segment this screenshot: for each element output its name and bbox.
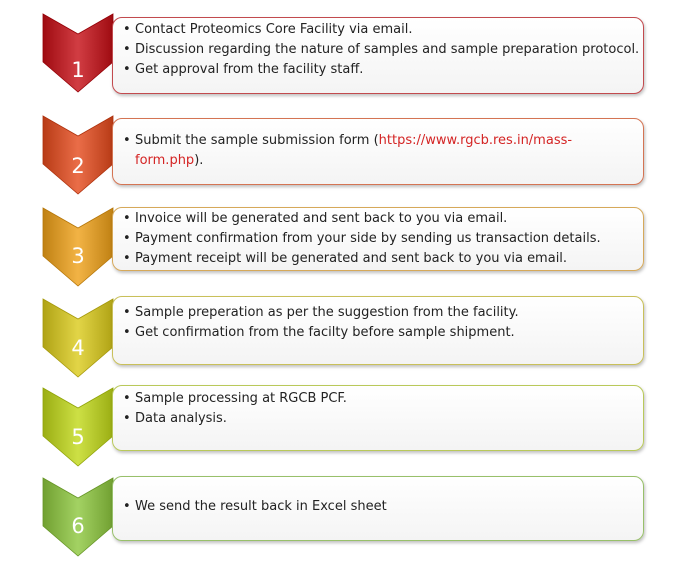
step-3-item: • Invoice will be generated and sent back to you via email.	[123, 209, 635, 229]
step-3-box	[112, 207, 644, 271]
step-3-number: 3	[71, 244, 85, 268]
step-6-number: 6	[71, 514, 85, 538]
step-3-item: • Payment receipt will be generated and sent back to you via email.	[123, 249, 635, 269]
step-4-item: • Get confirmation from the facilty before sample shipment.	[123, 323, 635, 343]
step-6-item: • We send the result back in Excel sheet	[123, 497, 635, 517]
step-2-item	[123, 131, 635, 171]
step-5-box	[112, 385, 644, 451]
step-4-box	[112, 296, 644, 365]
step-5-item: • Sample processing at RGCB PCF.	[123, 389, 635, 409]
step-1-item: • Get approval from the facility staff.	[123, 60, 635, 80]
mass-form-link[interactable]: https://www.rgcb.res.in/mass-	[378, 133, 573, 148]
step-4-number: 4	[71, 336, 85, 360]
step-1-item: • Contact Proteomics Core Facility via email.	[123, 20, 635, 40]
step-1-number: 1	[71, 58, 85, 82]
step-1-item: • Discussion regarding the nature of samples and sample preparation protocol.	[123, 40, 635, 60]
step-3-item: • Payment confirmation from your side by sending us transaction details.	[123, 229, 635, 249]
step-1-box	[112, 17, 644, 94]
step-2-number: 2	[71, 154, 85, 178]
step-2-box	[112, 118, 644, 185]
step-5-item: • Data analysis.	[123, 409, 635, 429]
step-2-text: Submit the sample submission form (	[135, 133, 379, 148]
step-6-box	[112, 476, 644, 541]
mass-form-link-cont[interactable]: form.php	[135, 153, 195, 168]
step-2-text-end: ).	[194, 153, 204, 168]
step-4-item: • Sample preperation as per the suggestion from the facility.	[123, 303, 635, 323]
step-5-number: 5	[71, 425, 85, 449]
